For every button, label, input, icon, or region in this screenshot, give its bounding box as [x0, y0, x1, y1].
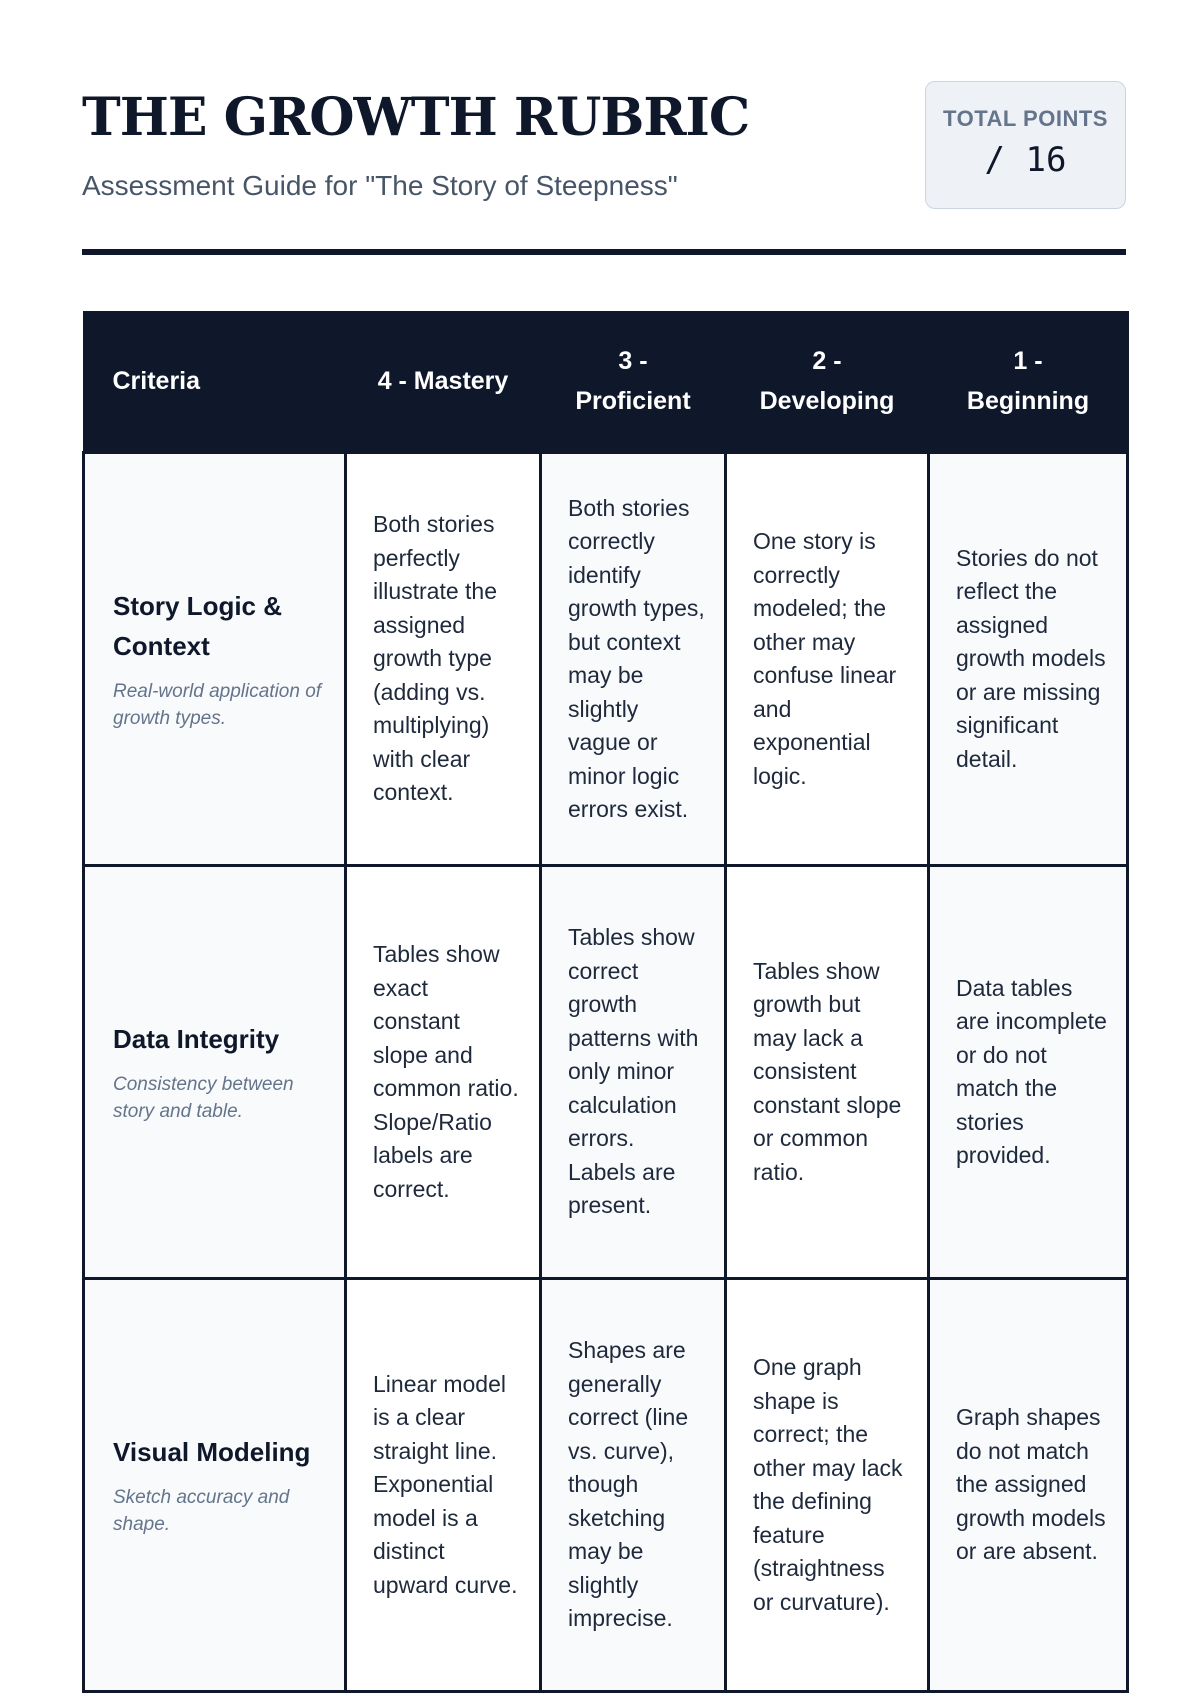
- column-header-label: Criteria: [112, 367, 201, 395]
- proficient-cell: Tables show correct growth patterns with only minor calculation errors. Labels are present.: [541, 866, 726, 1279]
- developing-cell: One graph shape is correct; the other may lack the defining feature (straightness or curvature).: [726, 1279, 929, 1692]
- table-header-row: [84, 311, 1128, 453]
- column-header-label: 3 -: [618, 347, 648, 375]
- criteria-cell: [84, 1279, 346, 1692]
- table-row: [84, 453, 1128, 866]
- column-header-label: 2 -: [812, 347, 842, 375]
- column-header-label: Proficient: [575, 387, 691, 415]
- total-points-box: [925, 81, 1126, 209]
- column-header-beginning: [929, 311, 1128, 453]
- page-title: THE GROWTH RUBRIC: [82, 87, 750, 148]
- table-row: [84, 866, 1128, 1279]
- column-header-label: Developing: [759, 387, 895, 415]
- criteria-description: Real-world application of growth types.: [113, 681, 322, 729]
- criteria-cell: [84, 453, 346, 866]
- column-header-developing: [726, 311, 929, 453]
- column-header-mastery: [346, 311, 541, 453]
- column-header-label: 4 - Mastery: [377, 367, 509, 395]
- mastery-cell: Linear model is a clear straight line. Exponential model is a distinct upward curve.: [346, 1279, 541, 1692]
- criteria-name: Data Integrity: [113, 1024, 280, 1054]
- header-divider: [82, 249, 1126, 255]
- developing-cell: Tables show growth but may lack a consistent constant slope or common ratio.: [726, 866, 929, 1279]
- column-header-proficient: [541, 311, 726, 453]
- total-points-value: / 16: [984, 140, 1067, 180]
- mastery-cell: Tables show exact constant slope and common ratio. Slope/Ratio labels are correct.: [346, 866, 541, 1279]
- rubric-table: [82, 311, 1129, 1693]
- criteria-description: Sketch accuracy and shape.: [113, 1487, 290, 1535]
- page-header: [82, 0, 1126, 258]
- beginning-cell: Stories do not reflect the assigned growth models or are missing significant detail.: [929, 453, 1128, 866]
- total-points-label: TOTAL POINTS: [943, 106, 1108, 131]
- column-header-criteria: [84, 311, 346, 453]
- beginning-cell: Data tables are incomplete or do not match the stories provided.: [929, 866, 1128, 1279]
- criteria-cell: [84, 866, 346, 1279]
- developing-cell: One story is correctly modeled; the other may confuse linear and exponential logic.: [726, 453, 929, 866]
- beginning-cell: Graph shapes do not match the assigned growth models or are absent.: [929, 1279, 1128, 1692]
- proficient-cell: Shapes are generally correct (line vs. curve), though sketching may be slightly imprecise.: [541, 1279, 726, 1692]
- mastery-cell: Both stories perfectly illustrate the assigned growth type (adding vs. multiplying) with clear context.: [346, 453, 541, 866]
- proficient-cell: Both stories correctly identify growth types, but context may be slightly vague or minor logic errors exist.: [541, 453, 726, 866]
- criteria-name: Visual Modeling: [113, 1437, 311, 1467]
- table-row: [84, 1279, 1128, 1692]
- column-header-label: Beginning: [966, 387, 1090, 415]
- criteria-name: Story Logic & Context: [113, 591, 283, 661]
- page-subtitle: Assessment Guide for "The Story of Steepness": [82, 170, 678, 201]
- criteria-description: Consistency between story and table.: [113, 1074, 294, 1122]
- column-header-label: 1 -: [1013, 347, 1043, 375]
- rubric-page: [82, 0, 1126, 1632]
